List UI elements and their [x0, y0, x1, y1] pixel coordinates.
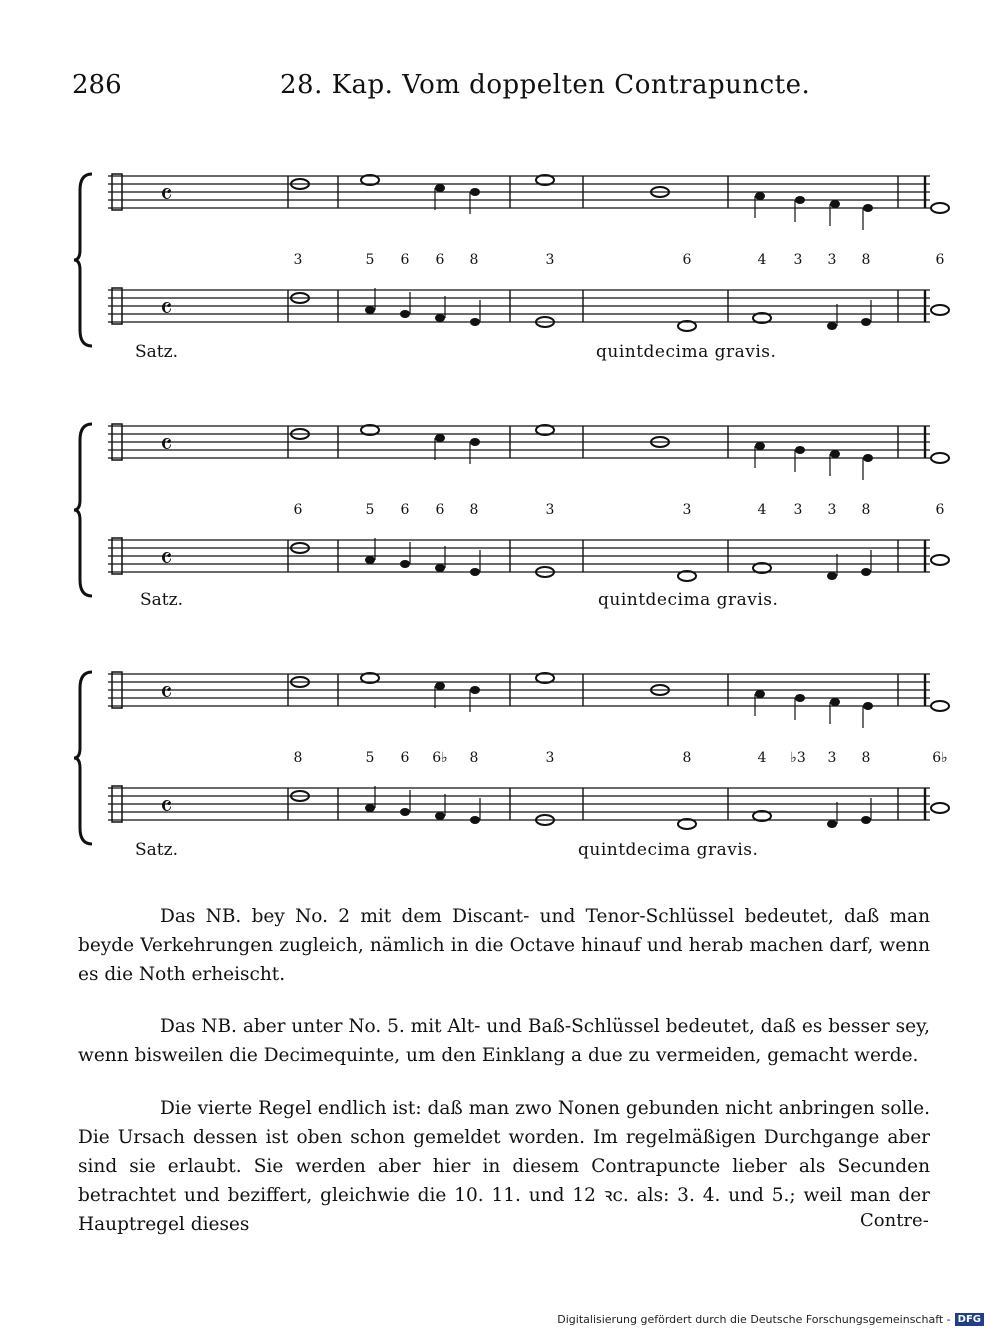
- figured-bass-number: 3: [682, 502, 692, 518]
- figured-bass-number: 3: [293, 252, 303, 268]
- common-time-sign: 𝄴: [160, 292, 173, 325]
- figured-bass-number: 6♭: [432, 750, 448, 766]
- paragraph-1: [78, 902, 930, 989]
- quarter-note: [435, 564, 445, 572]
- figured-bass-number: 3: [545, 252, 555, 268]
- quarter-note: [795, 196, 805, 204]
- music-notation: [70, 410, 950, 610]
- music-notation: [70, 658, 950, 858]
- quarter-note: [795, 694, 805, 702]
- quarter-note: [861, 816, 871, 824]
- catchword: Contre-: [860, 1210, 929, 1231]
- quarter-note: [470, 686, 480, 694]
- quarter-note: [795, 446, 805, 454]
- figured-bass-number: 6: [935, 252, 945, 268]
- music-example-2: [70, 410, 950, 610]
- figured-bass-number: 5: [365, 502, 375, 518]
- quarter-note: [470, 318, 480, 326]
- figured-bass-number: 6: [935, 502, 945, 518]
- figured-bass-number: 3: [545, 750, 555, 766]
- figured-bass-number: 5: [365, 750, 375, 766]
- figured-bass-number: 6♭: [932, 750, 948, 766]
- quarter-note: [755, 442, 765, 450]
- page-header: [72, 70, 932, 110]
- quarter-note: [861, 318, 871, 326]
- common-time-sign: 𝄴: [160, 790, 173, 823]
- whole-note: [931, 305, 949, 315]
- quarter-note: [400, 310, 410, 318]
- system-brace: [74, 174, 92, 346]
- quarter-note: [470, 188, 480, 196]
- quarter-note: [830, 200, 840, 208]
- figured-bass-number: 8: [861, 502, 871, 518]
- quarter-note: [755, 690, 765, 698]
- figured-bass-number: 6: [435, 502, 445, 518]
- quarter-note: [863, 204, 873, 212]
- running-title: 28. Kap. Vom doppelten Contrapuncte.: [280, 70, 811, 100]
- whole-note: [931, 453, 949, 463]
- figured-bass-number: 3: [793, 502, 803, 518]
- music-notation: [70, 160, 950, 360]
- satz-label-3: Satz.: [135, 840, 178, 860]
- quarter-note: [470, 568, 480, 576]
- music-example-3: [70, 658, 950, 858]
- whole-note: [931, 555, 949, 565]
- figured-bass-number: 8: [469, 252, 479, 268]
- figured-bass-number: 6: [293, 502, 303, 518]
- music-example-1: [70, 160, 950, 360]
- figured-bass-number: ♭3: [790, 750, 806, 766]
- quarter-note: [400, 808, 410, 816]
- satz-label-2: Satz.: [140, 590, 183, 610]
- quarter-note: [755, 192, 765, 200]
- whole-note: [931, 203, 949, 213]
- whole-note: [931, 701, 949, 711]
- quarter-note: [830, 698, 840, 706]
- paragraph-2: [78, 1012, 930, 1070]
- figured-bass-number: 8: [293, 750, 303, 766]
- figured-bass-number: 4: [757, 750, 767, 766]
- figured-bass-number: 8: [469, 750, 479, 766]
- dfg-logo: DFG: [955, 1313, 984, 1326]
- quarter-note: [365, 804, 375, 812]
- quarter-note: [830, 450, 840, 458]
- paragraph-3-text: Die vierte Regel endlich ist: daß man zwo Nonen gebunden nicht anbringen solle. Die Ursach dessen ist oben schon gemeldet worden. Im regelmäßigen Durchgange aber sind sie erlaubt. Sie werden aber hier in diesem Contrapuncte lieber als Secunden betrachtet und beziffert, gleichwie die 10. 11. und 12 ꝛc. als: 3. 4. und 5.; weil man der Hauptregel dieses: [78, 1098, 930, 1235]
- figured-bass-number: 3: [827, 252, 837, 268]
- figured-bass-number: 8: [861, 252, 871, 268]
- figured-bass-number: 3: [793, 252, 803, 268]
- figured-bass-number: 5: [365, 252, 375, 268]
- quarter-note: [863, 702, 873, 710]
- quarter-note: [365, 556, 375, 564]
- quarter-note: [827, 572, 837, 580]
- system-brace: [74, 424, 92, 596]
- quarter-note: [435, 184, 445, 192]
- quarter-note: [435, 434, 445, 442]
- quarter-note: [435, 812, 445, 820]
- quarter-note: [470, 816, 480, 824]
- paragraph-3: [78, 1094, 930, 1239]
- common-time-sign: 𝄴: [160, 428, 173, 461]
- paragraph-2-text: Das NB. aber unter No. 5. mit Alt- und Baß-Schlüssel bedeutet, daß es besser sey, wenn bisweilen die Decimequinte, um den Einklang a due zu vermeiden, gemacht werde.: [78, 1016, 930, 1066]
- figured-bass-number: 4: [757, 252, 767, 268]
- quarter-note: [435, 682, 445, 690]
- figured-bass-number: 6: [400, 252, 410, 268]
- satz-label-1: Satz.: [135, 342, 178, 362]
- common-time-sign: 𝄴: [160, 178, 173, 211]
- credit-text: Digitalisierung gefördert durch die Deutsche Forschungsgemeinschaft -: [557, 1312, 951, 1326]
- common-time-sign: 𝄴: [160, 676, 173, 709]
- figured-bass-number: 4: [757, 502, 767, 518]
- digitization-credit: [557, 1310, 984, 1328]
- figured-bass-number: 8: [861, 750, 871, 766]
- figured-bass-number: 6: [400, 750, 410, 766]
- figured-bass-number: 6: [682, 252, 692, 268]
- paragraph-1-text: Das NB. bey No. 2 mit dem Discant- und Tenor-Schlüssel bedeutet, daß man beyde Verkehrungen zugleich, nämlich in die Octave hinauf und herab machen darf, wenn es die Noth erheischt.: [78, 906, 930, 985]
- quarter-note: [365, 306, 375, 314]
- figured-bass-number: 6: [400, 502, 410, 518]
- gravis-label-3: quintdecima gravis.: [578, 840, 759, 860]
- figured-bass-number: 3: [545, 502, 555, 518]
- figured-bass-number: 8: [682, 750, 692, 766]
- figured-bass-number: 6: [435, 252, 445, 268]
- quarter-note: [861, 568, 871, 576]
- quarter-note: [435, 314, 445, 322]
- common-time-sign: 𝄴: [160, 542, 173, 575]
- quarter-note: [827, 322, 837, 330]
- quarter-note: [400, 560, 410, 568]
- quarter-note: [827, 820, 837, 828]
- figured-bass-number: 3: [827, 750, 837, 766]
- figured-bass-number: 8: [469, 502, 479, 518]
- quarter-note: [470, 438, 480, 446]
- page-number: 286: [72, 70, 122, 100]
- figured-bass-number: 3: [827, 502, 837, 518]
- whole-note: [931, 803, 949, 813]
- gravis-label-1: quintdecima gravis.: [596, 342, 777, 362]
- quarter-note: [863, 454, 873, 462]
- system-brace: [74, 672, 92, 844]
- gravis-label-2: quintdecima gravis.: [598, 590, 779, 610]
